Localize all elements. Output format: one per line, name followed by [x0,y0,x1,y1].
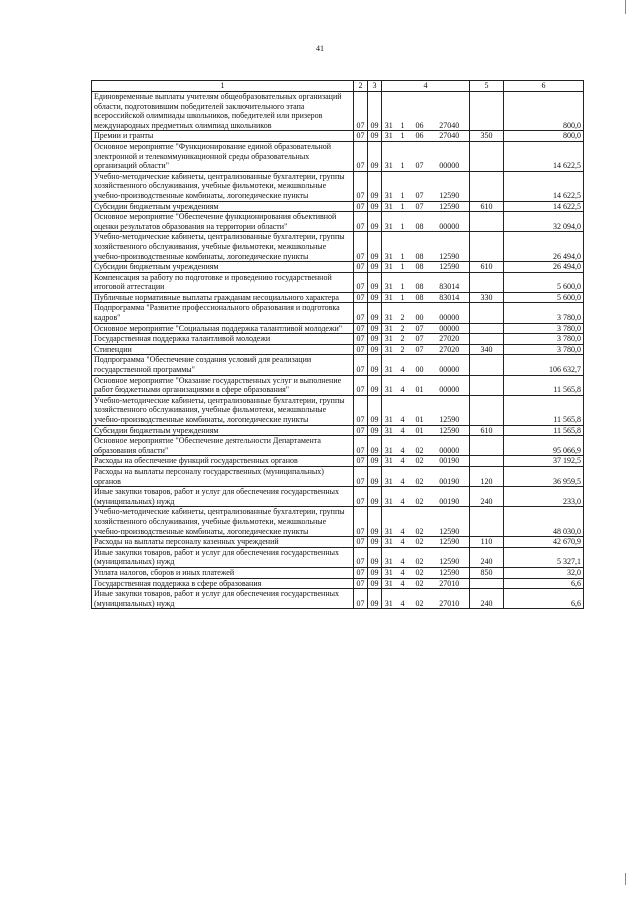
row-expense-type [470,436,504,456]
table-row [92,395,584,425]
table-row [92,141,584,171]
row-target-code-subprogram: 2 [396,334,410,345]
table-row [92,292,584,303]
row-target-code-program: 31 [382,456,396,467]
row-expense-type: 610 [470,425,504,436]
row-amount: 36 959,5 [504,466,584,486]
row-expense-type: 240 [470,487,504,507]
row-amount: 6,6 [504,578,584,589]
row-subsection: 09 [368,131,382,142]
row-section: 07 [354,334,368,345]
row-amount: 5 600,0 [504,292,584,303]
row-name: Иные закупки товаров, работ и услуг для обеспечения государственных (муниципальных) нужд [92,487,354,507]
row-target-code-measure: 07 [410,323,430,334]
row-name: Расходы на выплаты персоналу государственных (муниципальных) органов [92,466,354,486]
row-amount: 3 780,0 [504,323,584,334]
row-target-code-program: 31 [382,262,396,273]
row-amount: 32,0 [504,567,584,578]
row-amount: 5 327,1 [504,547,584,567]
row-target-code-program: 31 [382,131,396,142]
row-target-code-measure: 08 [410,272,430,292]
table-row [92,436,584,456]
row-expense-type [470,212,504,232]
row-target-code-subprogram: 4 [396,375,410,395]
row-name: Компенсация за работу по подготовке и проведению государственной итоговой аттестации [92,272,354,292]
row-section: 07 [354,578,368,589]
row-subsection: 09 [368,537,382,548]
row-section: 07 [354,171,368,201]
row-target-code-subprogram: 4 [396,589,410,609]
row-target-code-subprogram: 1 [396,131,410,142]
row-name: Уплата налогов, сборов и иных платежей [92,567,354,578]
header-col-6: 6 [504,81,584,92]
row-target-code-direction: 00000 [430,141,470,171]
row-subsection: 09 [368,466,382,486]
row-name: Учебно-методические кабинеты, централизованные бухгалтерии, группы хозяйственного обслуживания, учебные фильмотеки, межшкольные учебно-производственные комбинаты, логопедические пункты [92,395,354,425]
row-target-code-measure: 02 [410,456,430,467]
row-expense-type [470,375,504,395]
row-amount: 6,6 [504,589,584,609]
header-col-1: 1 [92,81,354,92]
row-section: 07 [354,355,368,375]
table-body [92,92,584,609]
row-target-code-direction: 00190 [430,487,470,507]
row-expense-type [470,395,504,425]
table-row [92,425,584,436]
row-target-code-measure: 02 [410,567,430,578]
table-row [92,507,584,537]
row-amount: 48 030,0 [504,507,584,537]
row-target-code-program: 31 [382,507,396,537]
row-target-code-program: 31 [382,171,396,201]
row-expense-type: 610 [470,201,504,212]
row-target-code-subprogram: 1 [396,272,410,292]
row-target-code-program: 31 [382,436,396,456]
row-target-code-program: 31 [382,578,396,589]
row-expense-type: 120 [470,466,504,486]
table-row [92,355,584,375]
row-amount: 233,0 [504,487,584,507]
row-name: Расходы на выплаты персоналу казенных учреждений [92,537,354,548]
row-section: 07 [354,487,368,507]
row-target-code-measure: 08 [410,292,430,303]
row-target-code-direction: 00000 [430,436,470,456]
row-target-code-subprogram: 4 [396,466,410,486]
row-target-code-subprogram: 4 [396,578,410,589]
row-target-code-subprogram: 1 [396,141,410,171]
row-section: 07 [354,425,368,436]
row-expense-type [470,507,504,537]
row-subsection: 09 [368,292,382,303]
row-target-code-measure: 08 [410,212,430,232]
row-amount: 26 494,0 [504,232,584,262]
table-row [92,212,584,232]
row-target-code-program: 31 [382,547,396,567]
row-section: 07 [354,141,368,171]
row-name: Расходы на обеспечение функций государственных органов [92,456,354,467]
row-expense-type: 240 [470,547,504,567]
row-target-code-direction: 00000 [430,355,470,375]
row-target-code-subprogram: 4 [396,547,410,567]
row-target-code-direction: 83014 [430,272,470,292]
row-target-code-direction: 00000 [430,323,470,334]
row-target-code-program: 31 [382,589,396,609]
row-section: 07 [354,589,368,609]
row-target-code-program: 31 [382,466,396,486]
row-expense-type [470,323,504,334]
row-name: Государственная поддержка талантливой молодежи [92,334,354,345]
row-name: Учебно-методические кабинеты, централизованные бухгалтерии, группы хозяйственного обслуживания, учебные фильмотеки, межшкольные учебно-производственные комбинаты, логопедические пункты [92,232,354,262]
table-row [92,344,584,355]
row-target-code-direction: 12590 [430,547,470,567]
row-name: Основное мероприятие "Обеспечение функционирования объективной оценки результатов образования на территории области" [92,212,354,232]
row-target-code-direction: 27020 [430,344,470,355]
scan-edge-mark-bottom [625,873,626,885]
row-target-code-measure: 07 [410,344,430,355]
row-subsection: 09 [368,171,382,201]
row-target-code-program: 31 [382,323,396,334]
row-target-code-measure: 02 [410,547,430,567]
row-amount: 14 622,5 [504,141,584,171]
row-subsection: 09 [368,507,382,537]
row-target-code-subprogram: 4 [396,537,410,548]
row-amount: 5 600,0 [504,272,584,292]
row-section: 07 [354,375,368,395]
row-name: Премии и гранты [92,131,354,142]
row-expense-type [470,355,504,375]
row-name: Подпрограмма "Развитие профессионального образования и подготовка кадров" [92,303,354,323]
row-expense-type: 110 [470,537,504,548]
row-expense-type: 240 [470,589,504,609]
row-section: 07 [354,344,368,355]
row-target-code-program: 31 [382,375,396,395]
row-section: 07 [354,507,368,537]
row-name: Субсидии бюджетным учреждениям [92,201,354,212]
row-target-code-direction: 27040 [430,92,470,131]
header-col-3: 3 [368,81,382,92]
row-target-code-measure: 01 [410,425,430,436]
row-target-code-measure: 08 [410,262,430,273]
row-target-code-direction: 00000 [430,212,470,232]
row-target-code-direction: 12590 [430,425,470,436]
table-row [92,537,584,548]
table-row [92,171,584,201]
row-target-code-measure: 07 [410,141,430,171]
row-target-code-direction: 12590 [430,567,470,578]
row-expense-type [470,272,504,292]
row-target-code-program: 31 [382,537,396,548]
table-row [92,547,584,567]
row-subsection: 09 [368,232,382,262]
table-row [92,578,584,589]
row-target-code-measure: 06 [410,131,430,142]
row-section: 07 [354,262,368,273]
row-target-code-program: 31 [382,567,396,578]
row-subsection: 09 [368,425,382,436]
row-expense-type [470,303,504,323]
row-target-code-measure: 07 [410,171,430,201]
row-target-code-subprogram: 1 [396,292,410,303]
row-section: 07 [354,303,368,323]
row-expense-type [470,92,504,131]
budget-table [91,80,584,609]
row-target-code-measure: 01 [410,395,430,425]
row-target-code-measure: 02 [410,466,430,486]
row-target-code-program: 31 [382,272,396,292]
row-target-code-program: 31 [382,141,396,171]
row-target-code-program: 31 [382,344,396,355]
row-target-code-program: 31 [382,212,396,232]
row-expense-type [470,334,504,345]
row-section: 07 [354,232,368,262]
header-col-2: 2 [354,81,368,92]
row-subsection: 09 [368,272,382,292]
row-subsection: 09 [368,547,382,567]
row-section: 07 [354,201,368,212]
row-amount: 95 066,9 [504,436,584,456]
row-target-code-subprogram: 1 [396,262,410,273]
row-amount: 14 622,5 [504,201,584,212]
table-row [92,92,584,131]
row-target-code-measure: 02 [410,487,430,507]
table-row [92,466,584,486]
row-target-code-subprogram: 1 [396,171,410,201]
row-subsection: 09 [368,92,382,131]
row-target-code-subprogram: 4 [396,395,410,425]
row-target-code-measure: 01 [410,375,430,395]
row-target-code-program: 31 [382,334,396,345]
row-subsection: 09 [368,456,382,467]
row-name: Основное мероприятие "Обеспечение деятельности Департамента образования области" [92,436,354,456]
row-target-code-direction: 12590 [430,201,470,212]
row-section: 07 [354,292,368,303]
row-target-code-direction: 27020 [430,334,470,345]
row-target-code-direction: 00190 [430,466,470,486]
row-target-code-measure: 07 [410,334,430,345]
row-target-code-subprogram: 4 [396,425,410,436]
table-row [92,262,584,273]
row-name: Иные закупки товаров, работ и услуг для обеспечения государственных (муниципальных) нужд [92,547,354,567]
row-amount: 11 565,8 [504,375,584,395]
row-subsection: 09 [368,375,382,395]
row-name: Субсидии бюджетным учреждениям [92,262,354,273]
row-subsection: 09 [368,395,382,425]
table-row [92,375,584,395]
table-row [92,334,584,345]
row-target-code-direction: 83014 [430,292,470,303]
row-target-code-subprogram: 1 [396,92,410,131]
table-row [92,487,584,507]
header-col-4: 4 [382,81,470,92]
row-target-code-direction: 00190 [430,456,470,467]
row-amount: 800,0 [504,131,584,142]
row-expense-type: 330 [470,292,504,303]
row-subsection: 09 [368,262,382,273]
row-target-code-measure: 00 [410,355,430,375]
row-subsection: 09 [368,303,382,323]
row-section: 07 [354,466,368,486]
row-amount: 11 565,8 [504,425,584,436]
row-subsection: 09 [368,323,382,334]
row-amount: 3 780,0 [504,334,584,345]
row-target-code-subprogram: 4 [396,487,410,507]
row-section: 07 [354,395,368,425]
row-name: Единовременные выплаты учителям общеобразовательных организаций области, подготовившим победителей заключительного этапа всероссийской олимпиады школьников, победителей или призеров международных предметных олимпиад школьников [92,92,354,131]
row-expense-type [470,578,504,589]
row-target-code-program: 31 [382,487,396,507]
row-target-code-program: 31 [382,92,396,131]
row-section: 07 [354,323,368,334]
row-target-code-program: 31 [382,201,396,212]
table-row [92,589,584,609]
row-amount: 106 632,7 [504,355,584,375]
row-target-code-direction: 12590 [430,171,470,201]
scan-edge-mark [625,0,626,14]
page-number: 41 [316,44,324,53]
row-target-code-direction: 27010 [430,578,470,589]
row-expense-type: 610 [470,262,504,273]
row-target-code-measure: 02 [410,507,430,537]
row-target-code-measure: 06 [410,92,430,131]
row-target-code-measure: 08 [410,232,430,262]
header-row [92,81,584,92]
row-section: 07 [354,456,368,467]
row-target-code-direction: 27010 [430,589,470,609]
row-amount: 26 494,0 [504,262,584,273]
row-target-code-subprogram: 4 [396,507,410,537]
row-target-code-subprogram: 1 [396,232,410,262]
row-section: 07 [354,436,368,456]
row-target-code-measure: 02 [410,436,430,456]
row-name: Учебно-методические кабинеты, централизованные бухгалтерии, группы хозяйственного обслуживания, учебные фильмотеки, межшкольные учебно-производственные комбинаты, логопедические пункты [92,507,354,537]
row-target-code-subprogram: 4 [396,456,410,467]
row-target-code-measure: 02 [410,578,430,589]
table-row [92,567,584,578]
row-target-code-direction: 27040 [430,131,470,142]
row-target-code-program: 31 [382,355,396,375]
table-row [92,323,584,334]
row-name: Учебно-методические кабинеты, централизованные бухгалтерии, группы хозяйственного обслуживания, учебные фильмотеки, межшкольные учебно-производственные комбинаты, логопедические пункты [92,171,354,201]
row-name: Основное мероприятие "Социальная поддержка талантливой молодежи" [92,323,354,334]
row-target-code-measure: 02 [410,537,430,548]
row-target-code-subprogram: 2 [396,303,410,323]
row-section: 07 [354,92,368,131]
row-name: Государственная поддержка в сфере образования [92,578,354,589]
row-amount: 37 192,5 [504,456,584,467]
row-subsection: 09 [368,567,382,578]
row-subsection: 09 [368,487,382,507]
row-target-code-direction: 00000 [430,303,470,323]
row-name: Иные закупки товаров, работ и услуг для обеспечения государственных (муниципальных) нужд [92,589,354,609]
table-row [92,456,584,467]
row-target-code-subprogram: 2 [396,344,410,355]
row-section: 07 [354,131,368,142]
row-target-code-program: 31 [382,303,396,323]
row-subsection: 09 [368,212,382,232]
row-section: 07 [354,537,368,548]
row-target-code-measure: 07 [410,201,430,212]
row-target-code-measure: 02 [410,589,430,609]
table-row [92,232,584,262]
row-subsection: 09 [368,201,382,212]
row-target-code-direction: 00000 [430,375,470,395]
row-amount: 3 780,0 [504,344,584,355]
row-amount: 800,0 [504,92,584,131]
row-section: 07 [354,547,368,567]
row-subsection: 09 [368,334,382,345]
row-name: Основное мероприятие "Функционирование единой образовательной электронной и телекоммуникационной среды образовательных организаций области" [92,141,354,171]
row-name: Основное мероприятие "Оказание государственных услуг и выполнение работ бюджетными организациями в сфере образования" [92,375,354,395]
row-target-code-program: 31 [382,425,396,436]
row-target-code-subprogram: 4 [396,355,410,375]
row-target-code-direction: 12590 [430,262,470,273]
table-row [92,131,584,142]
row-subsection: 09 [368,589,382,609]
header-col-5: 5 [470,81,504,92]
row-target-code-program: 31 [382,395,396,425]
row-subsection: 09 [368,141,382,171]
row-target-code-program: 31 [382,292,396,303]
row-expense-type [470,141,504,171]
row-amount: 3 780,0 [504,303,584,323]
row-target-code-subprogram: 4 [396,436,410,456]
table-row [92,272,584,292]
row-subsection: 09 [368,436,382,456]
row-section: 07 [354,272,368,292]
row-target-code-measure: 00 [410,303,430,323]
row-target-code-subprogram: 4 [396,567,410,578]
row-amount: 42 670,9 [504,537,584,548]
row-section: 07 [354,567,368,578]
row-expense-type [470,232,504,262]
table-row [92,201,584,212]
row-name: Стипендии [92,344,354,355]
row-target-code-direction: 12590 [430,507,470,537]
row-expense-type: 850 [470,567,504,578]
table-row [92,303,584,323]
row-amount: 32 094,0 [504,212,584,232]
row-target-code-direction: 12590 [430,232,470,262]
row-expense-type [470,171,504,201]
row-subsection: 09 [368,355,382,375]
row-amount: 14 622,5 [504,171,584,201]
row-section: 07 [354,212,368,232]
row-expense-type: 340 [470,344,504,355]
row-expense-type [470,456,504,467]
row-subsection: 09 [368,578,382,589]
row-name: Публичные нормативные выплаты гражданам несоциального характера [92,292,354,303]
row-target-code-direction: 12590 [430,395,470,425]
row-expense-type: 350 [470,131,504,142]
row-target-code-direction: 12590 [430,537,470,548]
row-target-code-subprogram: 1 [396,212,410,232]
row-amount: 11 565,8 [504,395,584,425]
row-target-code-subprogram: 1 [396,201,410,212]
row-target-code-program: 31 [382,232,396,262]
row-name: Подпрограмма "Обеспечение создания условий для реализации государственной программы" [92,355,354,375]
row-target-code-subprogram: 2 [396,323,410,334]
row-name: Субсидии бюджетным учреждениям [92,425,354,436]
row-subsection: 09 [368,344,382,355]
